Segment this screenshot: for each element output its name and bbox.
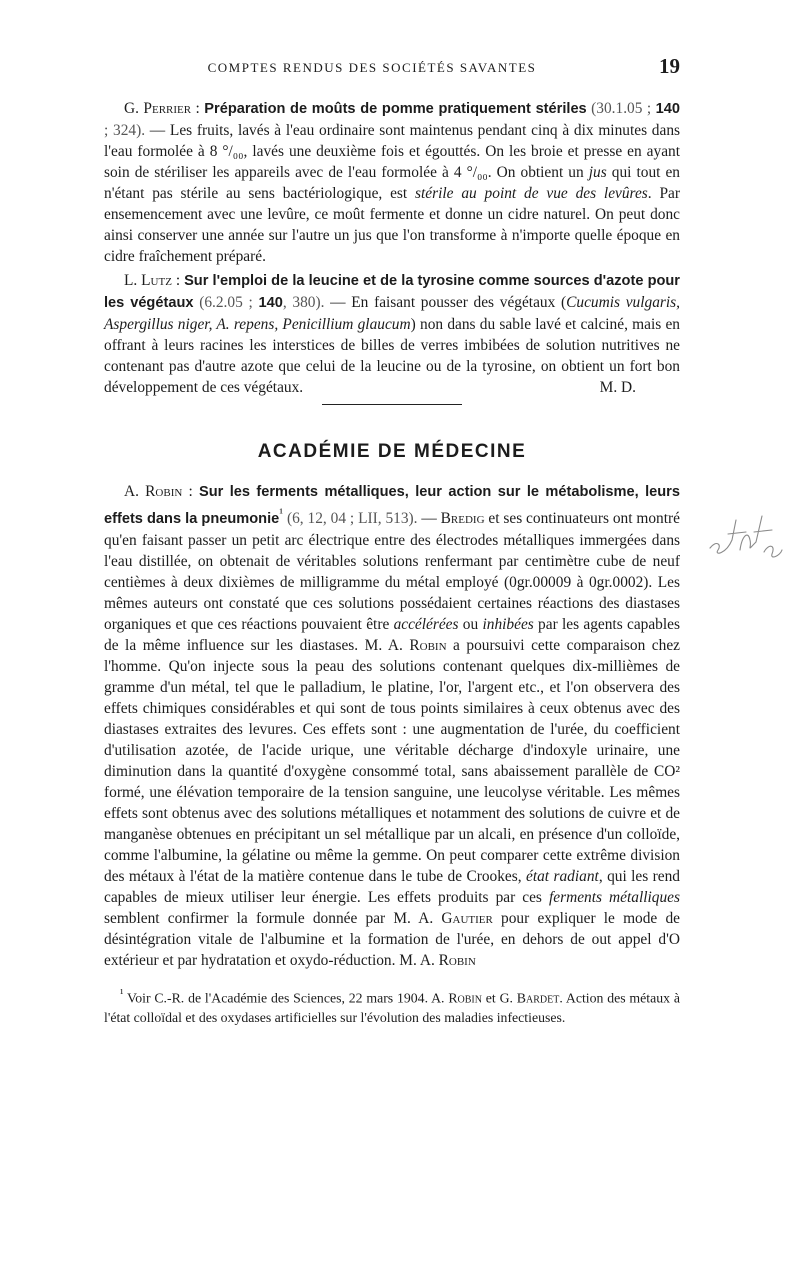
running-head <box>104 52 680 82</box>
entry-reference: (30.1.05 ; <box>586 100 656 117</box>
entry-reference: (6, 12, 04 ; <box>283 510 359 528</box>
entry-title: Préparation de moûts de pomme pratiquement stériles <box>204 101 587 117</box>
page-number: 19 <box>659 54 680 78</box>
entry-lutz: L. Lutz : Sur l'emploi de la leucine et de la tyrosine comme sources d'azote pour les végétaux (6.2.05 ; 140, 380). — En faisant pousser des végétaux (Cucumis vulgaris, Aspergillus niger, A. repens, Penicillium glaucum) non dans du sable lavé et calciné, mais en offrant à leurs racines les interstices de billes de verres imbibées de solution nutritives ne contenant pas d'autre azote que celui de la leucine ou de la tyrosine, on obtient un fort bon développement de ces végétaux. M. D. <box>104 272 681 396</box>
entry-author: L. Lutz <box>124 272 172 289</box>
entry-perrier: G. Perrier : Préparation de moûts de pomme pratiquement stériles (30.1.05 ; 140 ; 324). — Les fruits, lavés à l'eau ordinaire sont maintenus pendant cinq à dix minutes dans l'eau formolée à 8 °/₀₀, lavés une deuxième fois et égouttés. On les broie et presse en ayant soin de stériliser les appareils avec de l'eau formolée à 4 °/₀₀. On obtient un jus qui tout en n'étant pas stérile au sens bactériologique, est stérile au point de vue des levûres. Par ensemencement avec une levûre, ce moût fermente et donne un cidre naturel. On peut donc ainsi conserver une année sur l'autre un jus que l'on transforme à n'importe quelle époque en cidre fraîchement préparé. <box>104 100 681 265</box>
signature: M. D. <box>599 379 636 396</box>
pencil-scribble-icon <box>706 510 786 570</box>
footnote: $^{^1}$ Voir C.-R. de l'Académie des Sciences, 22 mars 1904. A. Robin et G. Bardet. Action des métaux à l'état colloïdal et des oxydases artificielles sur l'évolution des maladies infectieuses. <box>104 988 680 1025</box>
entry-title: Sur les ferments métalliques, leur action sur le métabolisme, leurs effets dans la pneumonie <box>104 484 680 528</box>
footnote-mark: ¹ <box>279 506 284 520</box>
section-divider <box>322 404 462 405</box>
entry-title: Sur l'emploi de la leucine et de la tyrosine comme sources d'azote pour les végétaux <box>104 273 680 311</box>
entry-reference: (6.2.05 ; <box>193 294 259 311</box>
entry-robin: A. Robin : Sur les ferments métalliques, leur action sur le métabolisme, leurs effets dans la pneumonie$^{^1}$ (6, 12, 04 ; LII, 513). — Bredig et ses continuateurs ont montré qu'en faisant passer un petit arc électrique entre des électrodes métalliques immergées dans l'eau distillée, on obtenait de véritables solutions renfermant par centimètre cube de neuf centièmes à deux dixièmes de milligramme du métal employé (0gr.00009 à 0gr.0002). Les mêmes auteurs ont constaté que ces solutions possédaient certaines réactions des diastases organiques et que ces réactions pouvaient être accélérées ou inhibées par les agents capables de la même influence sur les diastases. M. A. Robin a poursuivi cette comparaison chez l'homme. Qu'on injecte sous la peau des solutions contenant quelques dix-millièmes de gramme d'un métal, tel que le palladium, le platine, l'or, l'argent etc., et l'on observera des effets chimiques considérables et qui sont de tous points similaires à ceux obtenus avec des diastases extraites des levures. Ces effets sont : une augmentation de l'urée, du coefficient d'utilisation azotée, de l'acide urique, une véritable décharge d'indoxyle urinaire, une diminution dans la quantité d'oxygène consommé total, sans abaissement parallèle de CO² formé, une élévation temporaire de la tension sanguine, une leucolyse véritable. Les mêmes effets sont obtenus avec des solutions métalliques et notamment des solutions de cuivre et de manganèse obtenues en précipitant un sel métallique par un alcali, en présence d'un colloïde, comme l'albumine, la gélatine ou même la gemme. On peut comparer cette extrême division des métaux à l'état de la matière contenue dans le tube de Crookes, état radiant, qui les rend capables de mieux utiliser leur énergie. Les effets produits par ces ferments métalliques semblent confirmer la formule donnée par M. A. Gautier pour expliquer le mode de désintégration vitale de l'albumine et la formation de l'urée, en dehors de out appel d'O extérieur et par hydratation et oxydo-réduction. M. A. Robin <box>104 483 680 970</box>
entry-author: A. Robin <box>124 483 183 500</box>
section-title: ACADÉMIE DE MÉDECINE <box>257 441 527 462</box>
footnote-mark: ¹ <box>120 988 124 1001</box>
running-head-title: COMPTES RENDUS DES SOCIÉTÉS SAVANTES <box>207 60 537 75</box>
entry-author: G. Perrier <box>124 100 192 117</box>
document-page <box>104 52 680 1027</box>
handwritten-annotation-icon <box>706 510 786 570</box>
